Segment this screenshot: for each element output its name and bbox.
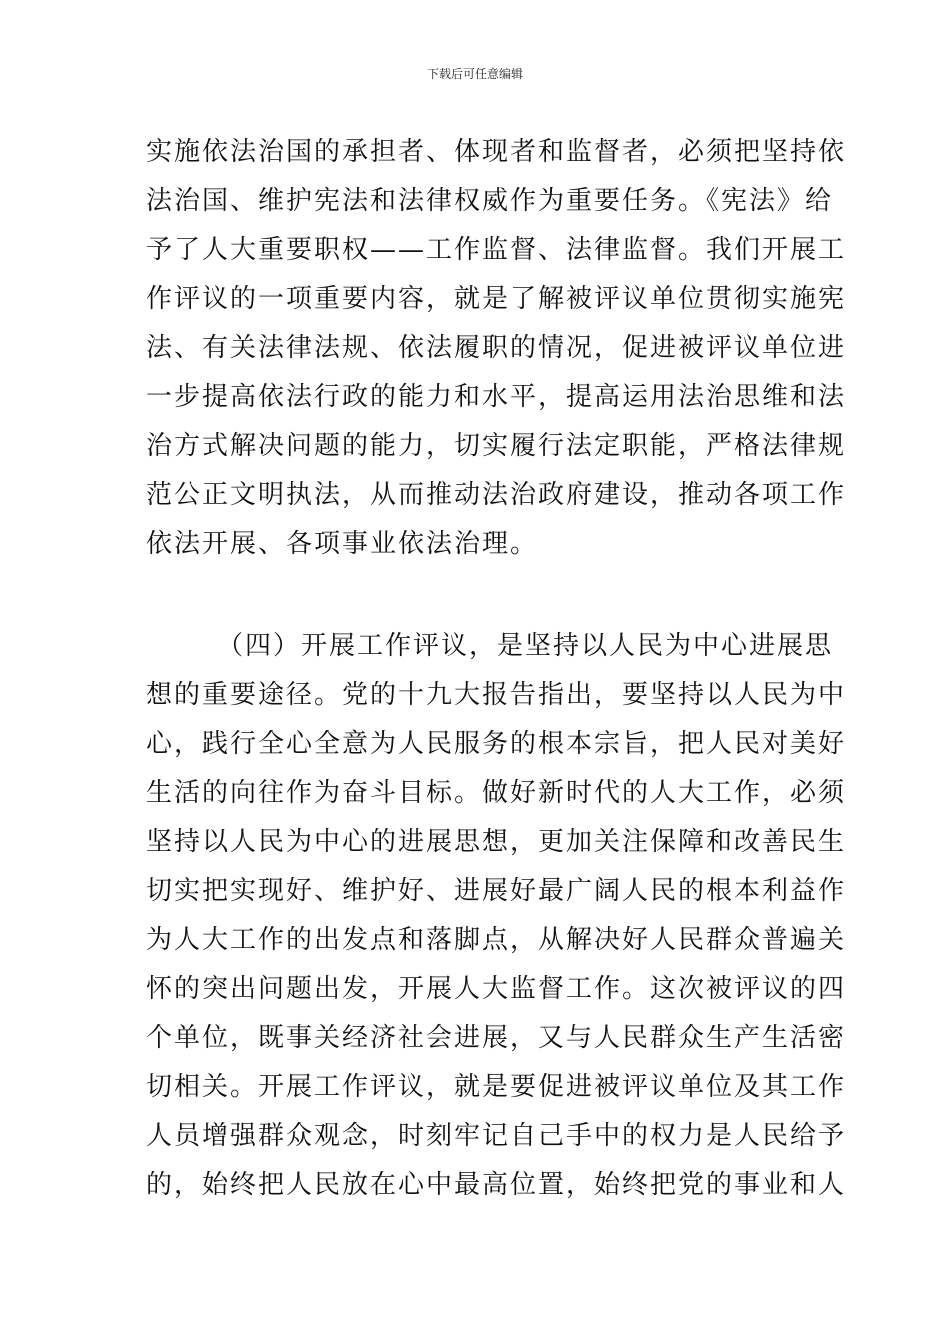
text-line: 一步提高依法行政的能力和水平，提高运用法治思维和法 — [146, 382, 847, 412]
text-line: 生活的向往作为奋斗目标。做好新时代的人大工作，必须 — [146, 778, 847, 808]
text-line: 切实把实现好、维护好、进展好最广阔人民的根本利益作 — [146, 876, 847, 906]
page-header-note: 下载后可任意编辑 — [426, 67, 523, 81]
text-line: 坚持以人民为中心的进展思想，更加关注保障和改善民生 — [146, 827, 847, 857]
text-line: （四）开展工作评议，是坚持以人民为中心进展思 — [146, 631, 834, 661]
text-line: 切相关。开展工作评议，就是要促进被评议单位及其工作 — [146, 1072, 847, 1102]
text-line: 怀的突出问题出发，开展人大监督工作。这次被评议的四 — [146, 974, 847, 1004]
text-line: 作评议的一项重要内容，就是了解被评议单位贯彻实施宪 — [146, 284, 847, 314]
text-line: 心，践行全心全意为人民服务的根本宗旨，把人民对美好 — [146, 729, 847, 759]
text-line: 人员增强群众观念，时刻牢记自己手中的权力是人民给予 — [146, 1121, 847, 1151]
text-line: 依法开展、各项事业依法治理。 — [146, 529, 539, 559]
text-line: 的，始终把人民放在心中最高位置，始终把党的事业和人 — [146, 1170, 847, 1200]
paragraph-2 — [146, 622, 847, 1210]
text-line: 范公正文明执法，从而推动法治政府建设，推动各项工作 — [146, 480, 847, 510]
text-line: 法、有关法律法规、依法履职的情况，促进被评议单位进 — [146, 333, 847, 363]
text-line: 治方式解决问题的能力，切实履行法定职能，严格法律规 — [146, 431, 847, 461]
text-line: 予了人大重要职权——工作监督、法律监督。我们开展工 — [146, 235, 847, 265]
text-line: 实施依法治国的承担者、体现者和监督者，必须把坚持依 — [146, 137, 847, 167]
text-line: 法治国、维护宪法和法律权威作为重要任务。《宪法》给 — [146, 186, 834, 216]
text-line: 想的重要途径。党的十九大报告指出，要坚持以人民为中 — [146, 680, 847, 710]
text-line: 为人大工作的出发点和落脚点，从解决好人民群众普遍关 — [146, 925, 847, 955]
paragraph-1 — [146, 128, 847, 569]
text-line: 个单位，既事关经济社会进展，又与人民群众生产生活密 — [146, 1023, 847, 1053]
